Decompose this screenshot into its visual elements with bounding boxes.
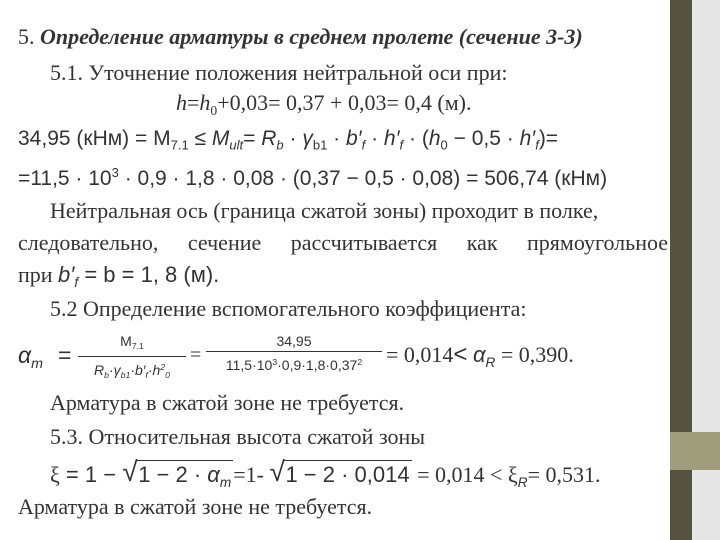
alpha-fraction-numeric <box>206 333 382 373</box>
moment-check-formula-line1: 34,95 $(кНм) = M_{7.1} \le M_{ult}= R_b \cdot \gamma_{b1} \cdot b'_f \cdot h'_f \cdot (h_0 - 0,5 \cdot h'_f)=$ <box>18 127 559 153</box>
section-heading <box>18 24 583 50</box>
moment-check-formula-line2: $=11,5 \cdot 10^3 \cdot 0,9 \cdot 1,8 \cdot 0,08 \cdot (0,37 - 0,5 \cdot 0,08) = 506,74$ (кНм) <box>18 165 608 190</box>
paragraph-line-3: при $b'_f = b = 1$, 8 (м). <box>18 262 220 290</box>
fraction-numerator: $M_{7.1}$ <box>120 333 144 352</box>
h-equation: $h=h_0+0,03= 0,37 + 0,03= 0,4$ (м). <box>176 90 472 118</box>
subsection-5-2-title: 5.2 Определение вспомогательного коэффициента: <box>50 296 527 321</box>
sqrt-2: √ 1 − 2 · 0,014 <box>269 460 411 488</box>
note-no-compression-reinforcement-1: Арматура в сжатой зоне не требуется. <box>50 390 405 415</box>
paragraph-line-2: следовательно, сечение рассчитывается как прямоугольное <box>18 230 668 255</box>
alpha-fraction-symbolic <box>78 333 186 383</box>
alpha-eq-2: = <box>190 344 202 366</box>
fraction-denominator: $11,5\cdot 10^3\cdot 0,9\cdot 1,8\cdot 0,37^2$ <box>225 357 363 374</box>
slide-side-band-accent <box>670 432 720 470</box>
subsection-5-3-title: 5.3. Относительная высота сжатой зоны <box>50 424 426 449</box>
alpha-m-symbol: $\alpha_m$ <box>18 342 43 372</box>
paragraph-line-1: Нейтральная ось (граница сжатой зоны) проходит в полке, <box>50 198 599 223</box>
subsection-5-1-title: 5.1. Уточнение положения нейтральной оси при: <box>50 60 508 85</box>
sqrt-1: √ $1 - 2 \cdot \alpha_m$ <box>122 460 233 496</box>
fraction-bar <box>78 356 186 357</box>
note-no-compression-reinforcement-2: Арматура в сжатой зоне не требуется. <box>18 494 373 519</box>
fraction-denominator: $R_b\cdot\gamma_{b1}\cdot b'_f\cdot h^2_0$ <box>94 362 170 381</box>
alpha-result: = $0,014< \alpha_R = 0,390$. <box>386 341 574 370</box>
section-number: 5. <box>18 24 35 49</box>
fraction-numerator: 34,95 <box>276 333 312 349</box>
xi-formula: ξ = 1 − √ $1 - 2 \cdot \alpha_m=1-$ √ $1 - 2 \cdot 0,014 = 0,014 < \xi_R= 0,531$. <box>50 460 601 496</box>
fraction-bar <box>206 351 382 352</box>
alpha-eq-1: = <box>58 342 72 368</box>
section-title: Определение арматуры в среднем пролете (сечение 3-3) <box>40 24 583 49</box>
